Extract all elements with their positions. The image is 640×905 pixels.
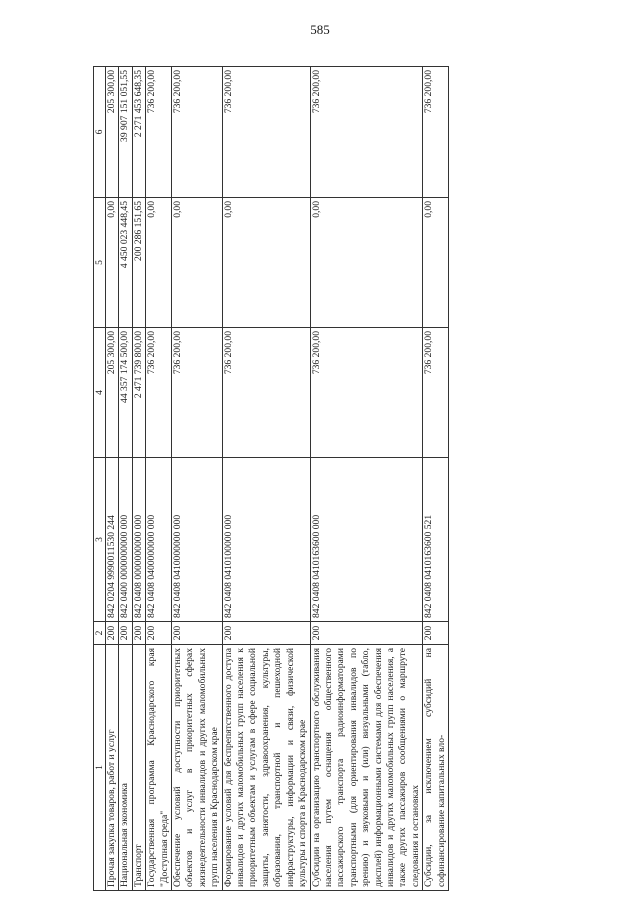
row-code: 200	[119, 622, 132, 645]
row-amount-change: 0,00	[222, 198, 310, 328]
table-row	[119, 67, 132, 891]
row-kbk: 842 0408 0410100000 000	[222, 458, 310, 622]
row-name: Прочая закупка товаров, работ и услуг	[106, 645, 119, 891]
row-code: 200	[310, 622, 423, 645]
row-amount-total: 736 200,00	[222, 67, 310, 198]
row-kbk: 842 0400 0000000000 000	[119, 458, 132, 622]
page-number: 585	[310, 22, 330, 37]
column-header: 1	[94, 645, 106, 891]
row-amount-approved: 736 200,00	[310, 328, 423, 458]
row-code: 200	[106, 622, 119, 645]
table-row	[310, 67, 423, 891]
row-amount-change: 4 450 023 448,45	[119, 198, 132, 328]
row-kbk: 842 0408 0400000000 000	[146, 458, 172, 622]
row-amount-change: 0,00	[106, 198, 119, 328]
row-kbk: 842 0408 0410163600 521	[423, 458, 449, 622]
row-name: Субсидии на организацию транспортного обслуживания населения путем оснащения общественного пассажирского транспорта радиоинформаторами транспортными (для ориентирования инвалидов по зрению) и звуковыми и (или) визуальными (табло, дисплей) информационными системами для обеспечения инвалидов и других маломобильных групп населения, а также других пассажиров сообщениями о маршруте следования и остановках	[310, 645, 423, 891]
row-amount-total: 205 300,00	[106, 67, 119, 198]
row-amount-approved: 736 200,00	[146, 328, 172, 458]
row-kbk: 842 0408 0410000000 000	[172, 458, 223, 622]
column-header: 4	[94, 328, 106, 458]
table-row	[132, 67, 145, 891]
row-code: 200	[172, 622, 223, 645]
row-amount-change: 0,00	[172, 198, 223, 328]
row-amount-approved: 736 200,00	[172, 328, 223, 458]
row-amount-total: 736 200,00	[146, 67, 172, 198]
row-code: 200	[423, 622, 449, 645]
row-amount-total: 736 200,00	[310, 67, 423, 198]
row-amount-total: 2 271 453 648,35	[132, 67, 145, 198]
row-amount-approved: 205 300,00	[106, 328, 119, 458]
row-code: 200	[146, 622, 172, 645]
rotated-table-container	[93, 67, 604, 891]
column-header: 2	[94, 622, 106, 645]
table-row	[106, 67, 119, 891]
row-amount-approved: 736 200,00	[423, 328, 449, 458]
row-amount-total: 736 200,00	[423, 67, 449, 198]
row-amount-total: 39 907 151 051,55	[119, 67, 132, 198]
row-name: Формирование условий для беспрепятственного доступа инвалидов и других маломобильных групп населения к приоритетным объектам и услугам в сфере социальной защиты, занятости, здравоохранения, культуры, образования, транспортной и пешеходной инфраструктуры, информации и связи, физической культуры и спорта в Краснодарском крае	[222, 645, 310, 891]
row-kbk: 842 0204 9990011530 244	[106, 458, 119, 622]
row-amount-change: 200 286 151,65	[132, 198, 145, 328]
row-code: 200	[132, 622, 145, 645]
row-amount-change: 0,00	[310, 198, 423, 328]
row-amount-approved: 2 471 739 800,00	[132, 328, 145, 458]
table-row	[172, 67, 223, 891]
row-name: Государственная программа Краснодарского края "Доступная среда"	[146, 645, 172, 891]
row-name: Транспорт	[132, 645, 145, 891]
table-row	[423, 67, 449, 891]
row-amount-total: 736 200,00	[172, 67, 223, 198]
row-name: Обеспечение условий доступности приоритетных объектов и услуг в приоритетных сферах жизнедеятельности инвалидов и других маломобильных групп населения в Краснодарском крае	[172, 645, 223, 891]
header-row	[94, 67, 106, 891]
row-kbk: 842 0408 0410163600 000	[310, 458, 423, 622]
table-row	[222, 67, 310, 891]
row-amount-approved: 44 357 174 500,00	[119, 328, 132, 458]
budget-table	[93, 66, 449, 891]
column-header: 5	[94, 198, 106, 328]
row-name: Национальная экономика	[119, 645, 132, 891]
row-name: Субсидии, за исключением субсидий на софинансирование капитальных вло-	[423, 645, 449, 891]
row-amount-change: 0,00	[423, 198, 449, 328]
column-header: 6	[94, 67, 106, 198]
row-kbk: 842 0408 0000000000 000	[132, 458, 145, 622]
column-header: 3	[94, 458, 106, 622]
row-amount-approved: 736 200,00	[222, 328, 310, 458]
row-code: 200	[222, 622, 310, 645]
table-row	[146, 67, 172, 891]
row-amount-change: 0,00	[146, 198, 172, 328]
